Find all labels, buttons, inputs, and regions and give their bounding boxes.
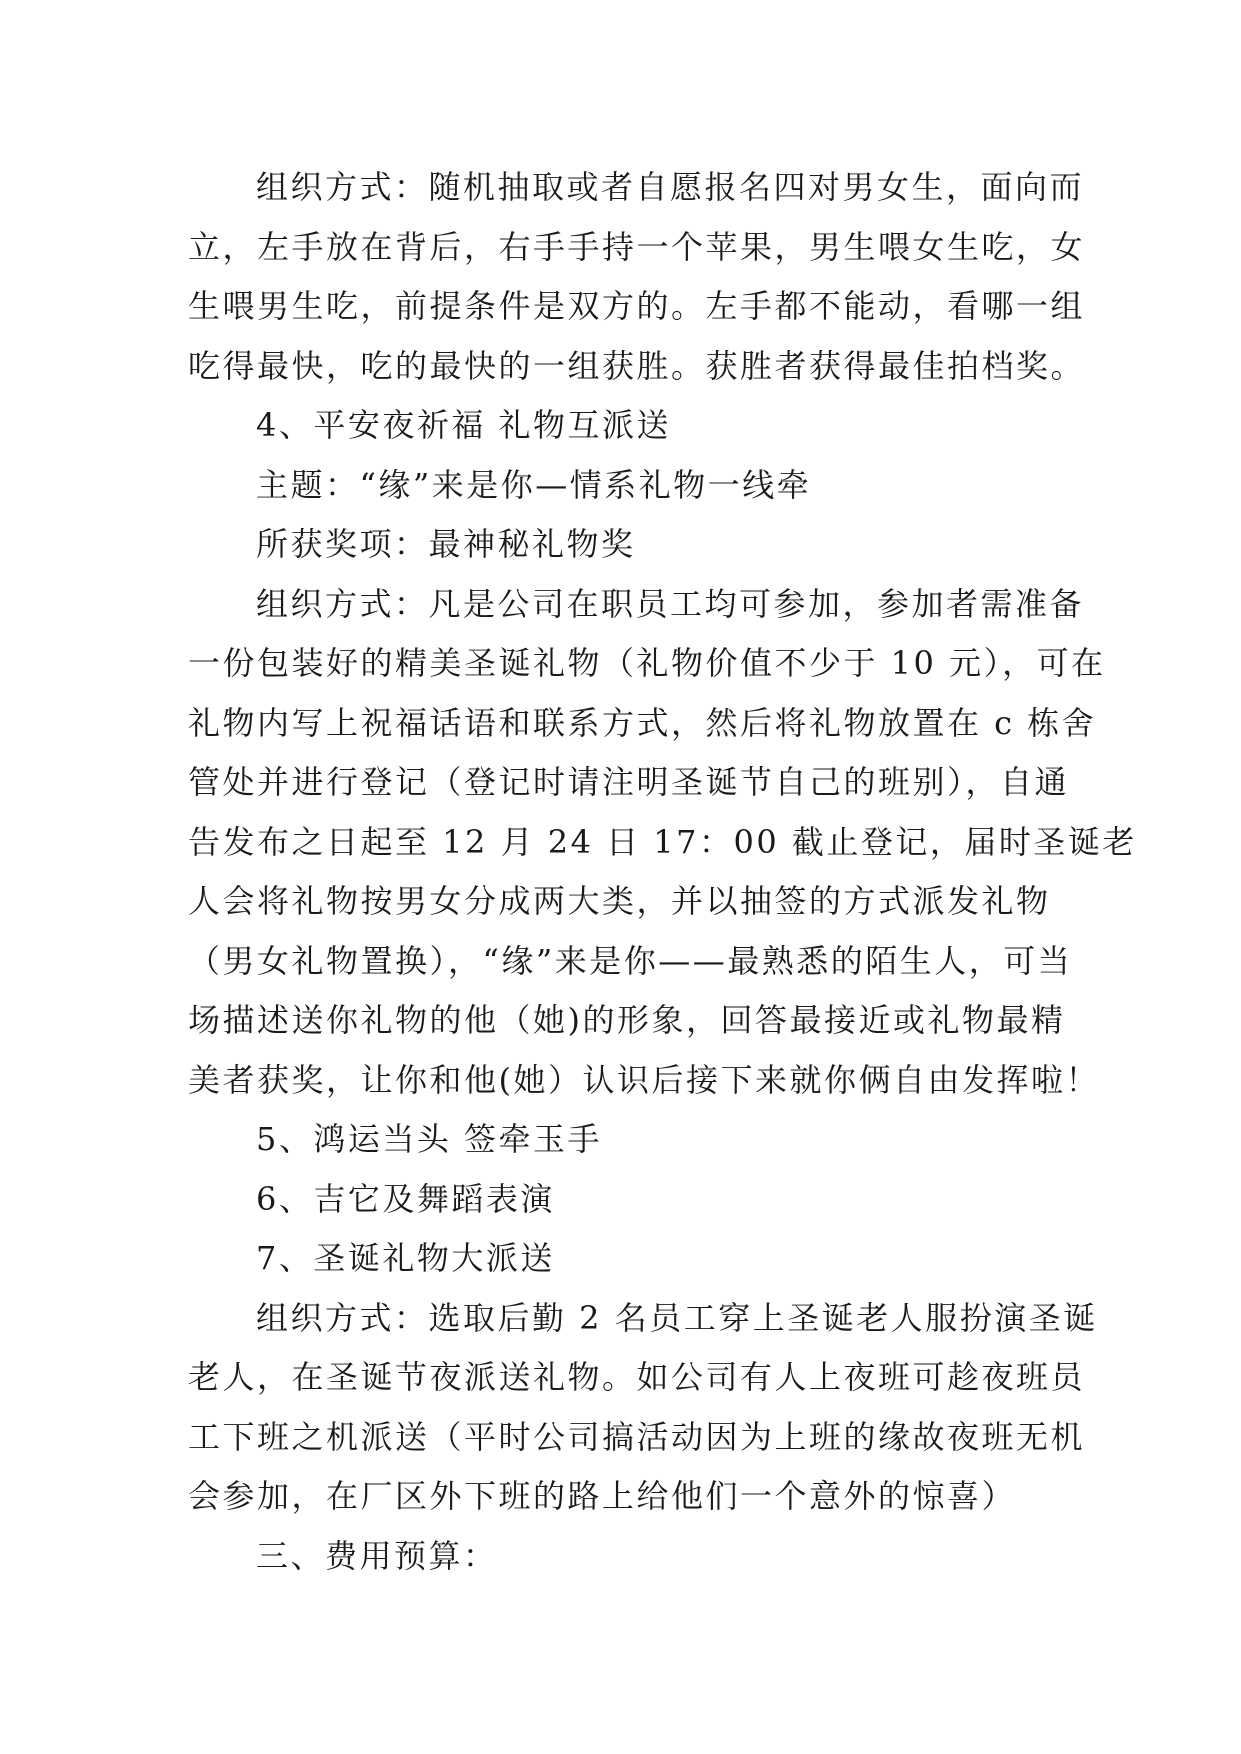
text-line: 美者获奖，让你和他(她）认识后接下来就你俩自由发挥啦！ bbox=[188, 1060, 1100, 1099]
text-line: 组织方式：随机抽取或者自愿报名四对男女生，面向而 bbox=[256, 168, 1085, 206]
text-line: 管处并进行登记（登记时请注明圣诞节自己的班别），自通 bbox=[188, 763, 1070, 801]
text-line: （男女礼物置换），“缘”来是你——最熟悉的陌生人，可当 bbox=[188, 941, 1073, 980]
text-line: 吃得最快，吃的最快的一组获胜。获胜者获得最佳拍档奖。 bbox=[188, 346, 1086, 385]
text-line: 三、费用预算： bbox=[256, 1536, 498, 1575]
text-line: 一份包装好的精美圣诞礼物（礼物价值不少于 10 元），可在 bbox=[188, 644, 1106, 682]
text-line: 所获奖项：最神秘礼物奖 bbox=[256, 525, 636, 563]
text-line: 人会将礼物按男女分成两大类，并以抽签的方式派发礼物 bbox=[188, 882, 1051, 920]
text-line: 6、吉它及舞蹈表演 bbox=[256, 1179, 555, 1218]
text-line: 7、圣诞礼物大派送 bbox=[256, 1239, 555, 1277]
text-line: 礼物内写上祝福话语和联系方式，然后将礼物放置在 c 栋舍 bbox=[188, 703, 1097, 742]
text-line: 老人，在圣诞节夜派送礼物。如公司有人上夜班可趁夜班员 bbox=[188, 1358, 1086, 1396]
text-line: 组织方式：凡是公司在职员工均可参加，参加者需准备 bbox=[256, 584, 1085, 623]
text-line: 告发布之日起至 12 月 24 日 17：00 截止登记，届时圣诞老 bbox=[188, 822, 1137, 861]
text-line: 4、平安夜祈福 礼物互派送 bbox=[256, 406, 672, 444]
text-line: 生喂男生吃，前提条件是双方的。左手都不能动，看哪一组 bbox=[188, 287, 1086, 325]
text-line: 立，左手放在背后，右手手持一个苹果，男生喂女生吃，女 bbox=[188, 227, 1086, 266]
text-line: 工下班之机派送（平时公司搞活动因为上班的缘故夜班无机 bbox=[188, 1417, 1086, 1456]
text-line: 场描述送你礼物的他（她)的形象，回答最接近或礼物最精 bbox=[188, 1001, 1066, 1039]
text-line: 5、鸿运当头 签牵玉手 bbox=[256, 1120, 603, 1158]
text-line: 组织方式：选取后勤 2 名员工穿上圣诞老人服扮演圣诞 bbox=[256, 1298, 1098, 1337]
text-line: 会参加，在厂区外下班的路上给他们一个意外的惊喜） bbox=[188, 1477, 1017, 1515]
document-body bbox=[188, 158, 1137, 1586]
text-line: 主题：“缘”来是你—情系礼物一线牵 bbox=[256, 465, 812, 504]
